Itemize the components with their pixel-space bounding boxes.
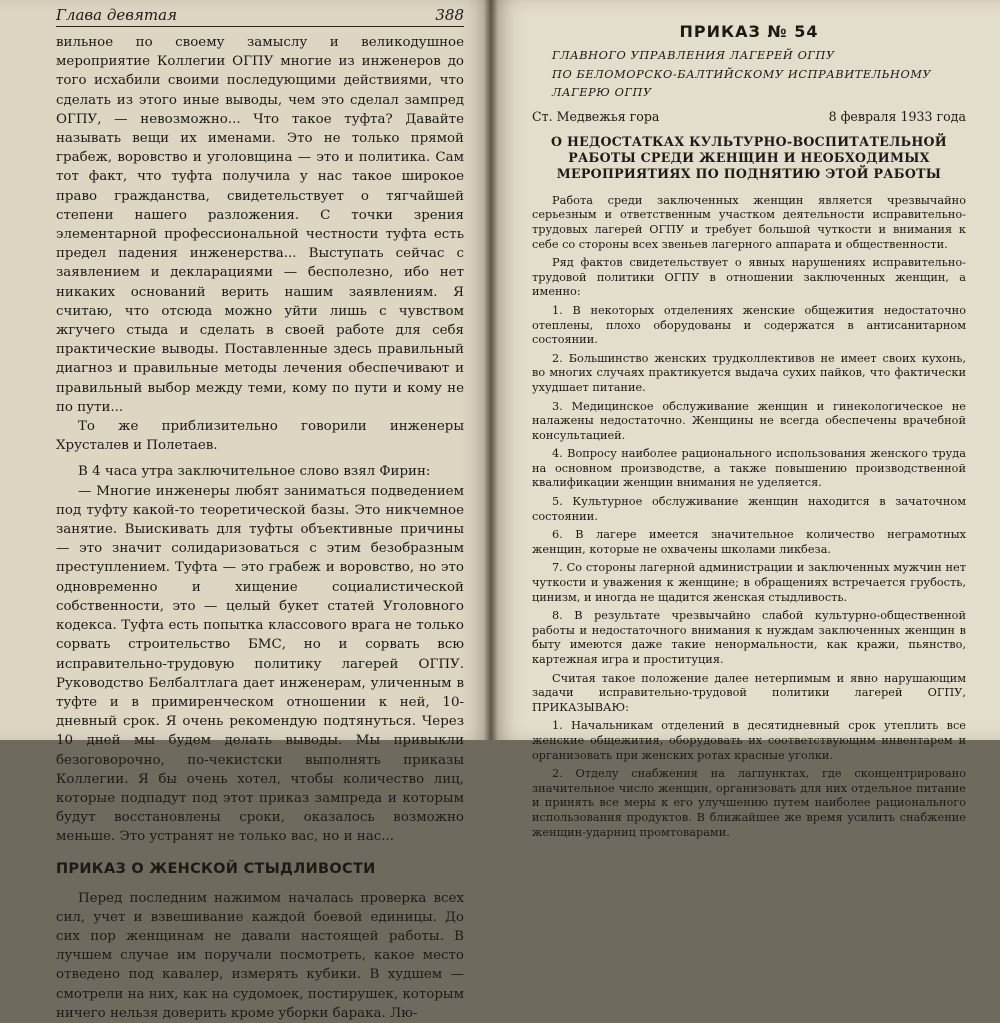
order-item: 7. Со стороны лагерной администрации и заключенных мужчин нет чуткости и уважения к женщине; в обращениях встречается грубость, цинизм, и иногда не щадится женская стыдливость. — [532, 561, 966, 604]
order-paragraph: Работа среди заключенных женщин является чрезвычайно серьезным и ответственным участком деятельности исправительно-трудовых лагерей ОГПУ и требует большой чуткости и внимания к себе со стороны всех звеньев лагерного аппарата и общественности. — [532, 193, 966, 251]
chapter-title: Глава девятая — [56, 6, 178, 24]
order-paragraph: Ряд фактов свидетельствует о явных нарушениях исправительно-трудовой политики ОГПУ в отношении заключенных женщин, а именно: — [532, 256, 966, 299]
order-heading: О НЕДОСТАТКАХ КУЛЬТУРНО-ВОСПИТАТЕЛЬНОЙ РАБОТЫ СРЕДИ ЖЕНЩИН И НЕОБХОДИМЫХ МЕРОПРИЯТИЯХ ПО ПОДНЯТИЮ ЭТОЙ РАБОТЫ — [550, 133, 947, 181]
body-paragraph: В 4 часа утра заключительное слово взял Фирин: — [78, 464, 431, 480]
order-item: 1. Начальникам отделений в десятидневный срок утеплить все женские общежития, оборудовать их соответствующим инвентарем и организовать при женских ротах красные уголки. — [532, 719, 966, 762]
right-page — [490, 0, 1000, 839]
page-number: 388 — [435, 6, 464, 24]
order-item: 6. В лагере имеется значительное количество неграмотных женщин, которые не охвачены школами ликбеза. — [532, 528, 966, 556]
body-paragraph: Перед последним нажимом началась проверка всех сил, учет и взвешивание каждой боевой единицы. До сих пор женщинам не давали настоящей работы. В лучшем случае им поручали посмотреть, какое место отведено под кавалер, измерять кубики. В худшем — смотрели на них, как на судомоек, постирушек, которым ничего нельзя доверить кроме уборки барака. Лю- — [56, 890, 464, 1021]
body-paragraph: То же приблизительно говорили инженеры Хрусталев и Полетаев. — [56, 419, 464, 454]
body-paragraph: вильное по своему замыслу и великодушное мероприятие Коллегии ОГПУ многие из инженеров до того исхабили своими последующими действиями, что сделать из этого иные выводы, чем это сделал зампред ОГПУ, — невозможно... Что такое туфта? Давайте называть вещи их именами. Это не только прямой грабеж, воровство и уголовщина — это и политика. Сам тот факт, что туфта получила у нас такое широкое право гражданства, свидетельствует о тягчайшей степени нашего разложения. С точки зрения элементарной профессиональной честности туфта есть предел падения инженерства... Выступать сейчас с заявлением и декларациями — бесполезно, ибо нет никаких оснований верить нашим заявлениям. Я считаю, что отсюда можно уйти лишь с чувством жгучего стыда и сделать в своей работе для себя практические выводы. Поставленные здесь правильный диагноз и правильные методы лечения обеспечивают и правильный выбор между теми, кому по пути и кому не по пути... — [56, 35, 464, 415]
order-item: 3. Медицинское обслуживание женщин и гинекологическое не налажены недостаточно. Женщины не всегда обеспечены врачебной консультацией. — [532, 399, 966, 442]
order-subtitle-line: ПО БЕЛОМОРСКО-БАЛТИЙСКОМУ ИСПРАВИТЕЛЬНОМУ — [552, 67, 932, 81]
order-item: 1. В некоторых отделениях женские общежития недостаточно отеплены, плохо оборудованы и содержатся в антисанитарном состоянии. — [532, 303, 966, 347]
left-page — [0, 0, 490, 1021]
order-title: ПРИКАЗ № 54 — [679, 22, 819, 41]
order-item: 8. В результате чрезвычайно слабой культурно-общественной работы и недостаточного внимания к нуждам заключенных женщин в быту имеются даже такие ненормальности, как кражи, пьянство, картежная игра и проституция. — [532, 609, 966, 666]
place-date-line — [532, 109, 966, 124]
order-place: Ст. Медвежья гора — [532, 108, 660, 124]
section-heading: ПРИКАЗ О ЖЕНСКОЙ СТЫДЛИВОСТИ — [56, 860, 376, 877]
order-subtitle-line: ГЛАВНОГО УПРАВЛЕНИЯ ЛАГЕРЕЙ ОГПУ — [552, 49, 835, 62]
order-item: 5. Культурное обслуживание женщин находится в зачаточном состоянии. — [532, 495, 966, 523]
order-item: 2. Большинство женских трудколлективов не имеет своих кухонь, во многих случаях практикуется выдача сухих пайков, что фактически ухудшает питание. — [532, 351, 966, 394]
order-subtitle-line: ЛАГЕРЮ ОГПУ — [552, 86, 652, 100]
body-paragraph: — Многие инженеры любят заниматься подведением под туфту какой-то теоретической базы. Это никчемное занятие. Выискивать для туфты объективные причины — это значит солидаризоваться с этим безобразным преступлением. Туфта — это грабеж и воровство, но это одновременно и хищение социалистической собственности, это — целый букет статей Уголовного кодекса. Туфта есть попытка классового врага не только сорвать строительство БМС, но и сорвать всю исправительно-трудовую политику лагерей ОГПУ. Руководство Белбалтлага дает инженерам, уличенным в туфте и в примиренческом отношении к ней, 10-дневный срок. Я очень рекомендую подтянуться. Через 10 дней мы будем делать выводы. Мы привыкли безоговорочно, по-чекистски выполнять приказы Коллегии. Я бы очень хотел, чтобы количество лиц, которые подпадут под этот приказ зампреда и которым будут восстановлены сроки, оказалось возможно меньше. Это устранят не только вас, но и нас... — [56, 483, 464, 845]
order-date: 8 февраля 1933 года — [828, 108, 966, 124]
book-gutter — [484, 0, 498, 740]
order-paragraph: Считая такое положение далее нетерпимым и явно нарушающим задачи исправительно-трудовой политики лагерей ОГПУ, ПРИКАЗЫВАЮ: — [532, 671, 966, 714]
order-item: 4. Вопросу наиболее рационального использования женского труда на основном производстве, а также повышению производственной квалификации женщин внимания не уделяется. — [532, 447, 966, 490]
order-item: 2. Отделу снабжения на лагпунктах, где сконцентрировано значительное число женщин, организовать для них отдельное питание и принять все меры к его улучшению путем наиболее рационального использования продуктов. В ближайшее же время усилить снабжение женщин-ударниц промтоварами. — [532, 767, 966, 839]
running-head — [56, 6, 464, 27]
